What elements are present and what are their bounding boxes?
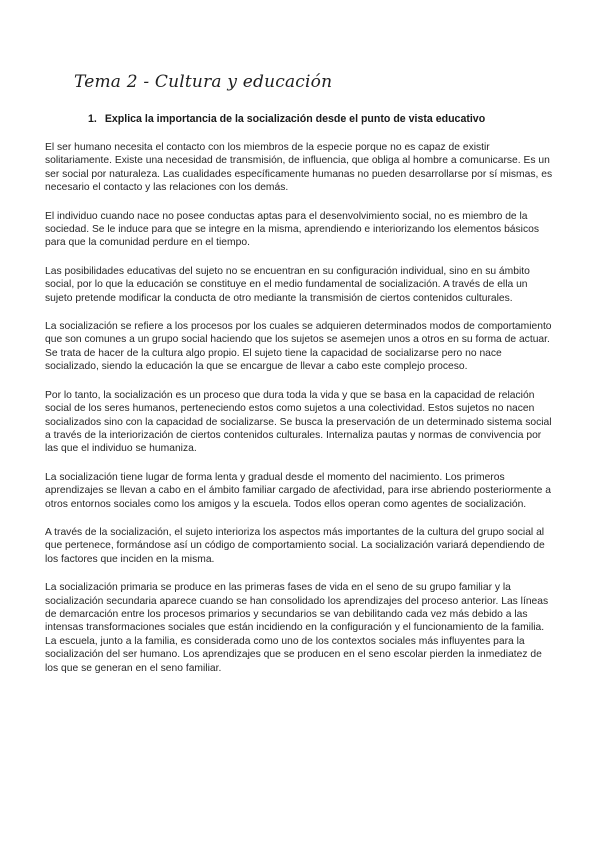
paragraph: La socialización tiene lugar de forma lenta y gradual desde el momento del nacimiento. Los primeros aprendizajes se llevan a cabo en el ámbito familiar cargado de afectividad, para irse abriendo posteriormente a otros entornos sociales como los amigos y la escuela. Todos ellos operan como agentes de socialización.	[45, 471, 551, 510]
document-title: Tema 2 - Cultura y educación	[74, 72, 333, 92]
paragraph: A través de la socialización, el sujeto interioriza los aspectos más importantes de la cultura del grupo social al que pertenece, formándose así un código de comportamiento social. La socialización variará dependiendo de los factores que inciden en la misma.	[45, 526, 545, 565]
paragraph: El individuo cuando nace no posee conductas aptas para el desenvolvimiento social, no es miembro de la sociedad. Se le induce para que se integre en la misma, aprendiendo e interiorizando los elementos básicos para que la comunidad perdure en el tiempo.	[45, 210, 539, 249]
document-body	[45, 141, 557, 690]
paragraph: La socialización primaria se produce en las primeras fases de vida en el seno de su grupo familiar y la socialización secundaria aparece cuando se han consolidado los aprendizajes del proceso anterior. Las líneas de demarcación entre los procesos primarios y secundarios se van debilitando cada vez más debido a las intensas transformaciones sociales que están incidiendo en la configuración y el funcionamiento de la familia. La escuela, junto a la familia, es considerada como uno de los contextos sociales más influyentes para la socialización del ser humano. Los aprendizajes que se producen en el seno escolar pierden la inmediatez de los que se generan en el seno familiar.	[45, 582, 549, 674]
paragraph: Las posibilidades educativas del sujeto no se encuentran en su configuración individual, sino en su ámbito social, por lo que la educación se constituye en el medio fundamental de socialización. A través de ella un sujeto pretende modificar la conducta de otro mediante la transmisión de ciertos contenidos culturales.	[45, 265, 530, 304]
paragraph: La socialización se refiere a los procesos por los cuales se adquieren determinados modos de comportamiento que son comunes a un grupo social haciendo que los sujetos se asemejen unos a otros en su forma de actuar. Se trata de hacer de la cultura algo propio. El sujeto tiene la capacidad de socializarse pero no nace socializado, siendo la educación la que se encargue de llevar a cabo este complejo proceso.	[45, 321, 552, 373]
question-number: 1.	[88, 113, 97, 125]
question-text: Explica la importancia de la socialización desde el punto de vista educativo	[104, 113, 486, 125]
paragraph: Por lo tanto, la socialización es un proceso que dura toda la vida y que se basa en la capacidad de relación social de los seres humanos, perteneciendo estos como sujetos a una colectividad. Estos sujetos no nacen socializados sino con la capacidad de socializarse. Se busca la preservación de un determinado sistema social a través de la interiorización de ciertos contenidos culturales. Internaliza pautas y normas de convivencia por las que el individuo se humaniza.	[45, 389, 552, 455]
question-heading	[88, 113, 485, 125]
paragraph: El ser humano necesita el contacto con los miembros de la especie porque no es capaz de existir solitariamente. Existe una necesidad de transmisión, de influencia, que obliga al hombre a comunicarse. Es un ser social por naturaleza. Las cualidades específicamente humanas no pueden desarrollarse por sí mismas, es necesario el contacto y las relaciones con los demás.	[45, 142, 553, 194]
